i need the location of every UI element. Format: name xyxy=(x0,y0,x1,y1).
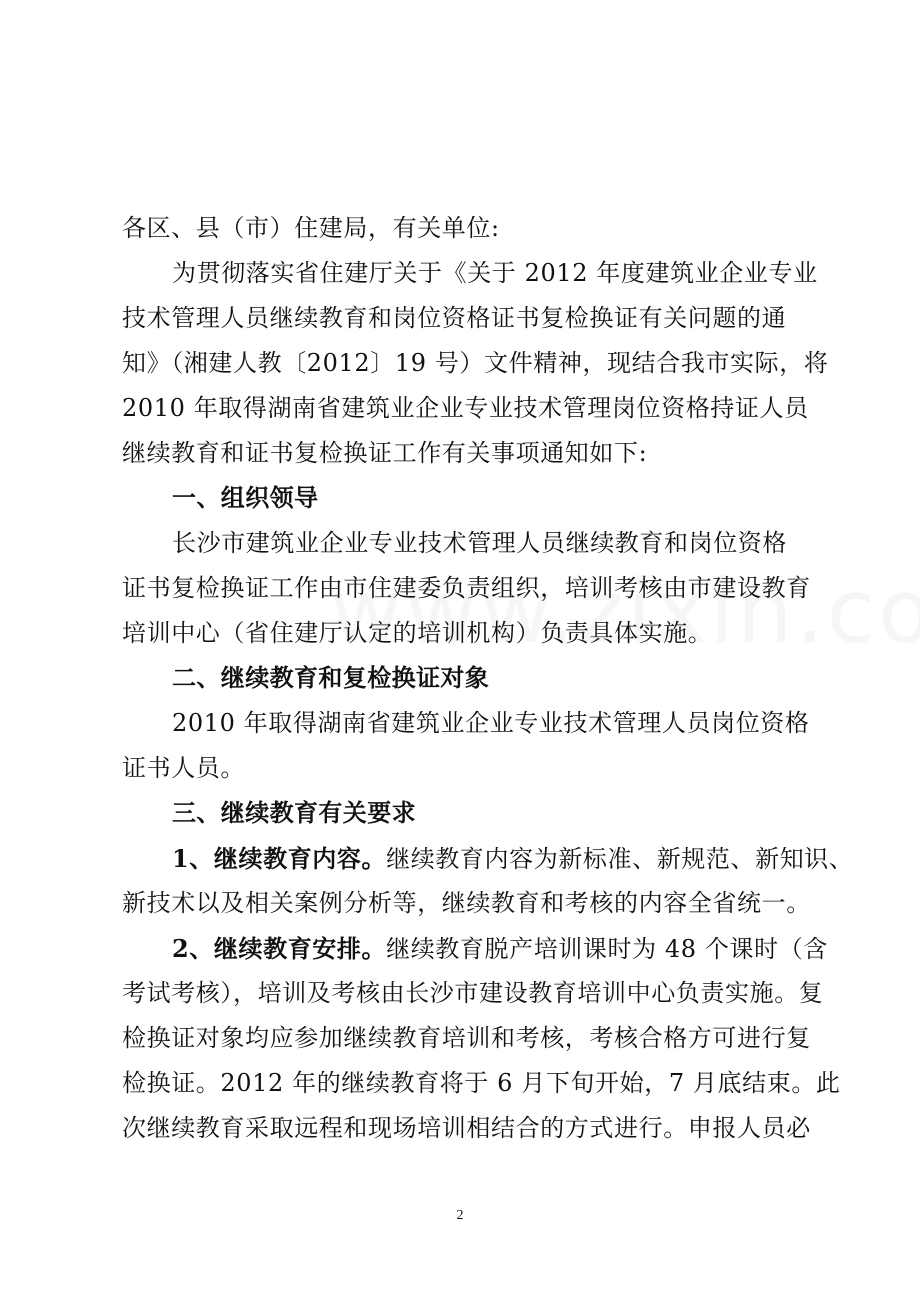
section-heading-1: 一、组织领导 xyxy=(172,484,319,512)
paragraph-line: 次继续教育采取远程和现场培训相结合的方式进行。申报人员必 xyxy=(122,1114,811,1142)
subheading-bold: 2、继续教育安排。 xyxy=(172,934,387,963)
paragraph-line: 新技术以及相关案例分析等，继续教育和考核的内容全省统一。 xyxy=(122,889,811,917)
document-body xyxy=(122,206,854,1151)
paragraph-line: 2010 年取得湖南省建筑业企业专业技术管理人员岗位资格 xyxy=(172,709,810,737)
paragraph-text: 继续教育脱产培训课时为 48 个课时（含 xyxy=(386,935,828,963)
section-heading-3: 三、继续教育有关要求 xyxy=(172,799,416,827)
paragraph-line: 继续教育和证书复检换证工作有关事项通知如下: xyxy=(122,439,648,467)
paragraph-line: 技术管理人员继续教育和岗位资格证书复检换证有关问题的通 xyxy=(122,304,787,332)
salutation: 各区、县（市）住建局，有关单位: xyxy=(122,214,500,242)
subheading-bold: 1、继续教育内容。 xyxy=(172,844,387,873)
paragraph-line: 知》（湘建人教〔2012〕19 号）文件精神，现结合我市实际，将 xyxy=(122,349,829,377)
paragraph-line xyxy=(122,836,854,881)
paragraph-line: 证书复检换证工作由市住建委负责组织，培训考核由市建设教育 xyxy=(122,574,811,602)
page-number: 2 xyxy=(456,1208,464,1223)
paragraph-line: 长沙市建筑业企业专业技术管理人员继续教育和岗位资格 xyxy=(172,529,787,557)
paragraph-line: 2010 年取得湖南省建筑业企业专业技术管理岗位资格持证人员 xyxy=(122,394,809,422)
paragraph-line: 检换证对象均应参加继续教育培训和考核，考核合格方可进行复 xyxy=(122,1024,811,1052)
paragraph-line: 证书人员。 xyxy=(122,754,245,782)
paragraph-text: 继续教育内容为新标准、新规范、新知识、 xyxy=(386,845,854,873)
paragraph-line: 为贯彻落实省住建厅关于《关于 2012 年度建筑业企业专业 xyxy=(172,259,818,287)
paragraph-line: 培训中心（省住建厅认定的培训机构）负责具体实施。 xyxy=(122,619,713,647)
paragraph-line xyxy=(122,926,828,971)
paragraph-line: 考试考核），培训及考核由长沙市建设教育培训中心负责实施。复 xyxy=(122,979,824,1007)
paragraph-line: 检换证。2012 年的继续教育将于 6 月下旬开始，7 月底结束。此 xyxy=(122,1069,841,1097)
section-heading-2: 二、继续教育和复检换证对象 xyxy=(172,664,490,692)
